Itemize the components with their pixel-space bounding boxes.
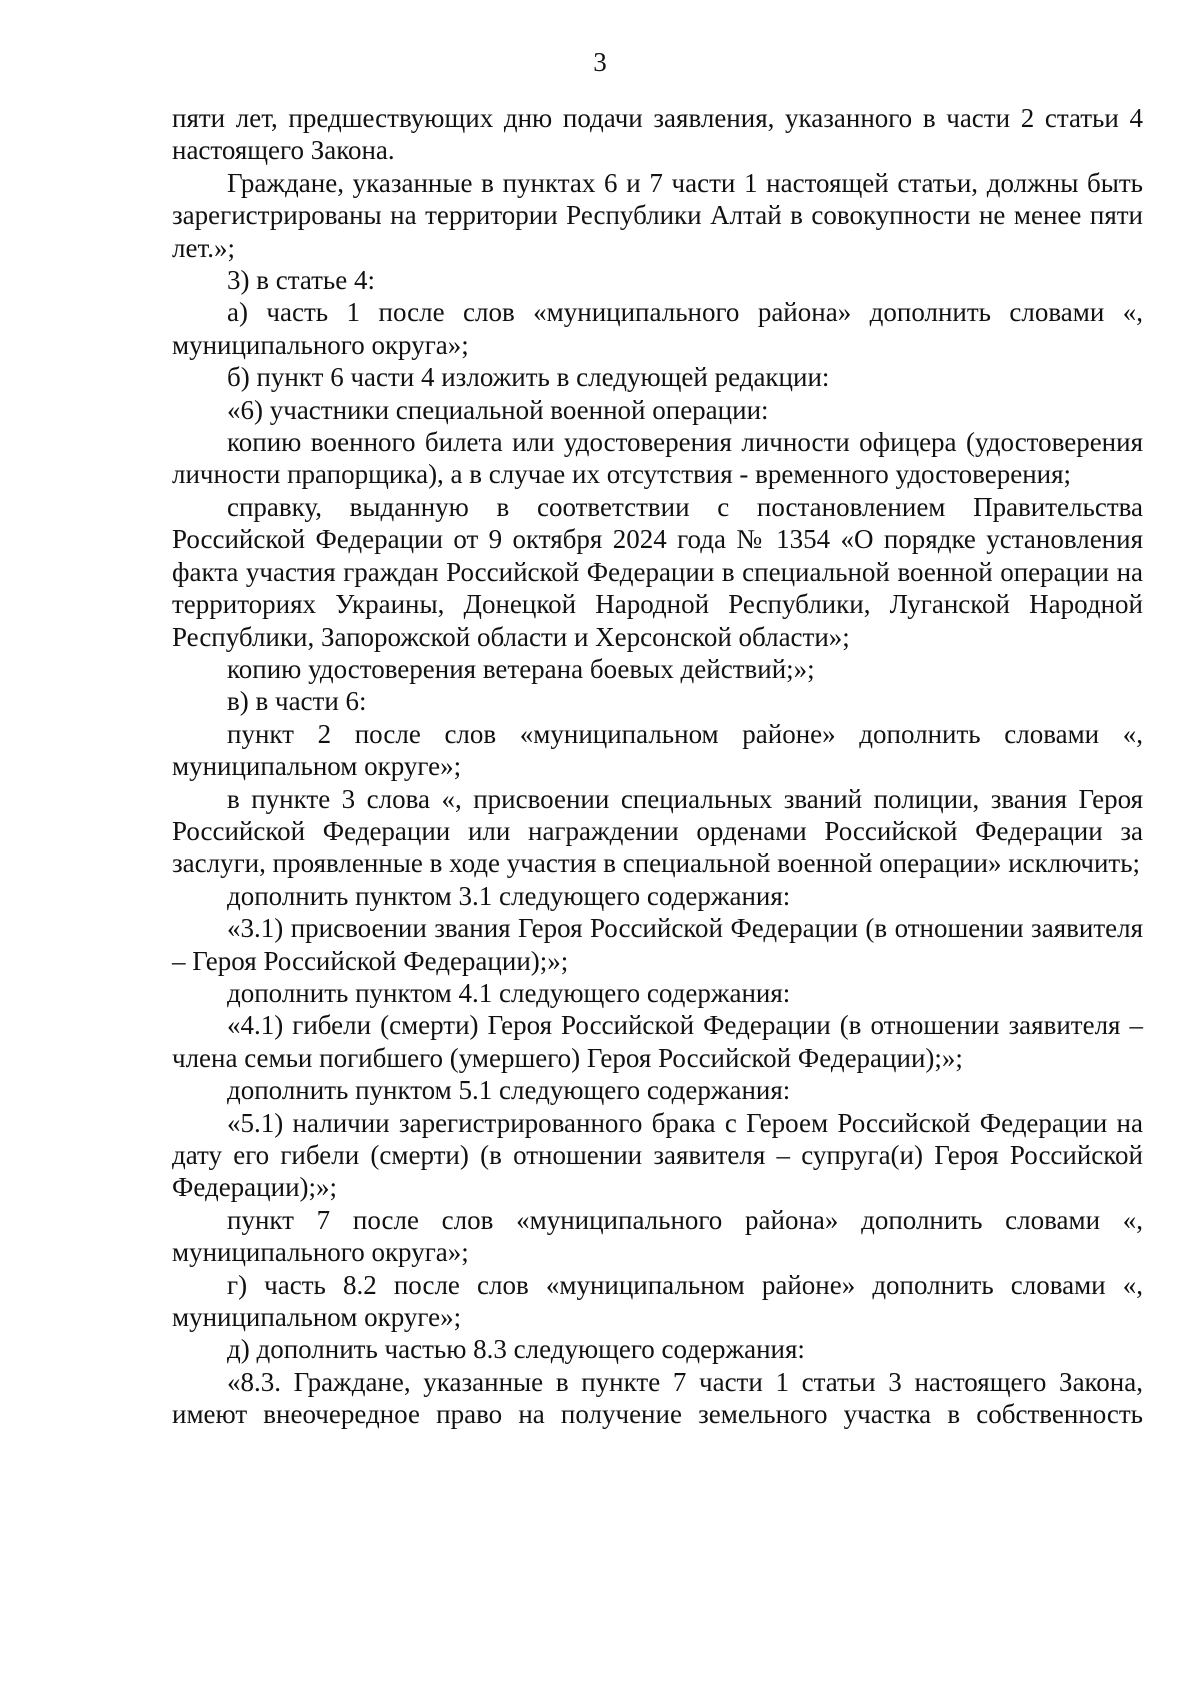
- paragraph: пункт 2 после слов «муниципальном районе» дополнить словами «, муниципальном округе»;: [172, 718, 1143, 782]
- paragraph: б) пункт 6 части 4 изложить в следующей редакции:: [227, 362, 830, 393]
- paragraph: пяти лет, предшествующих дню подачи заявления, указанного в части 2 статьи 4 настоящего Закона.: [172, 103, 1143, 166]
- paragraph: «4.1) гибели (смерти) Героя Российской Федерации (в отношении заявителя – члена семьи погибшего (умершего) Героя Российской Федерации);»;: [172, 1010, 1143, 1073]
- paragraph: в) в части 6:: [227, 686, 367, 717]
- paragraph: Граждане, указанные в пунктах 6 и 7 части 1 настоящей статьи, должны быть зарегистрированы на территории Республики Алтай в совокупности не менее пяти лет.»;: [172, 167, 1143, 263]
- paragraph: пункт 7 после слов «муниципального района» дополнить словами «, муниципального округа»;: [172, 1204, 1143, 1268]
- page-number: 3: [593, 47, 607, 77]
- paragraph: «6) участники специальной военной операции:: [227, 394, 769, 425]
- paragraph: д) дополнить частью 8.3 следующего содержания:: [227, 1334, 805, 1365]
- paragraph: г) часть 8.2 после слов «муниципальном районе» дополнить словами «, муниципальном округе»;: [172, 1269, 1143, 1333]
- paragraph: «3.1) присвоении звания Героя Российской Федерации (в отношении заявителя – Героя Российской Федерации);»;: [172, 913, 1143, 976]
- paragraph: копию военного билета или удостоверения личности офицера (удостоверения личности прапорщика), а в случае их отсутствия - временного удостоверения;: [172, 427, 1143, 490]
- paragraph: «5.1) наличии зарегистрированного брака с Героем Российской Федерации на дату его гибели (смерти) (в отношении заявителя – супруга(и) Героя Российской Федерации);»;: [172, 1107, 1143, 1203]
- paragraph: 3) в статье 4:: [227, 265, 375, 296]
- paragraph: справку, выданную в соответствии с постановлением Правительства Российской Федерации от 9 октября 2024 года № 1354 «О порядке установления факта участия граждан Российской Федерации в специальной военной операции на территориях Украины, Донецкой Народной Республики, Луганской Народной Республики, Запорожской области и Херсонской области»;: [172, 491, 1143, 652]
- paragraph: а) часть 1 после слов «муниципального района» дополнить словами «, муниципального округа»;: [172, 297, 1143, 360]
- paragraph: в пункте 3 слова «, присвоении специальных званий полиции, звания Героя Российской Федерации или награждении орденами Российской Федерации за заслуги, проявленные в ходе участия в специальной военной операции» исключить;: [172, 783, 1143, 879]
- paragraph: дополнить пунктом 5.1 следующего содержания:: [227, 1075, 791, 1106]
- paragraph: дополнить пунктом 4.1 следующего содержания:: [227, 977, 791, 1008]
- paragraph: «8.3. Граждане, указанные в пункте 7 части 1 статьи 3 настоящего Закона, имеют внеочередное право на получение земельного участка в собственность: [172, 1366, 1143, 1430]
- document-body: [172, 102, 1143, 1431]
- paragraph: дополнить пунктом 3.1 следующего содержания:: [227, 880, 791, 911]
- paragraph: копию удостоверения ветерана боевых действий;»;: [227, 653, 815, 684]
